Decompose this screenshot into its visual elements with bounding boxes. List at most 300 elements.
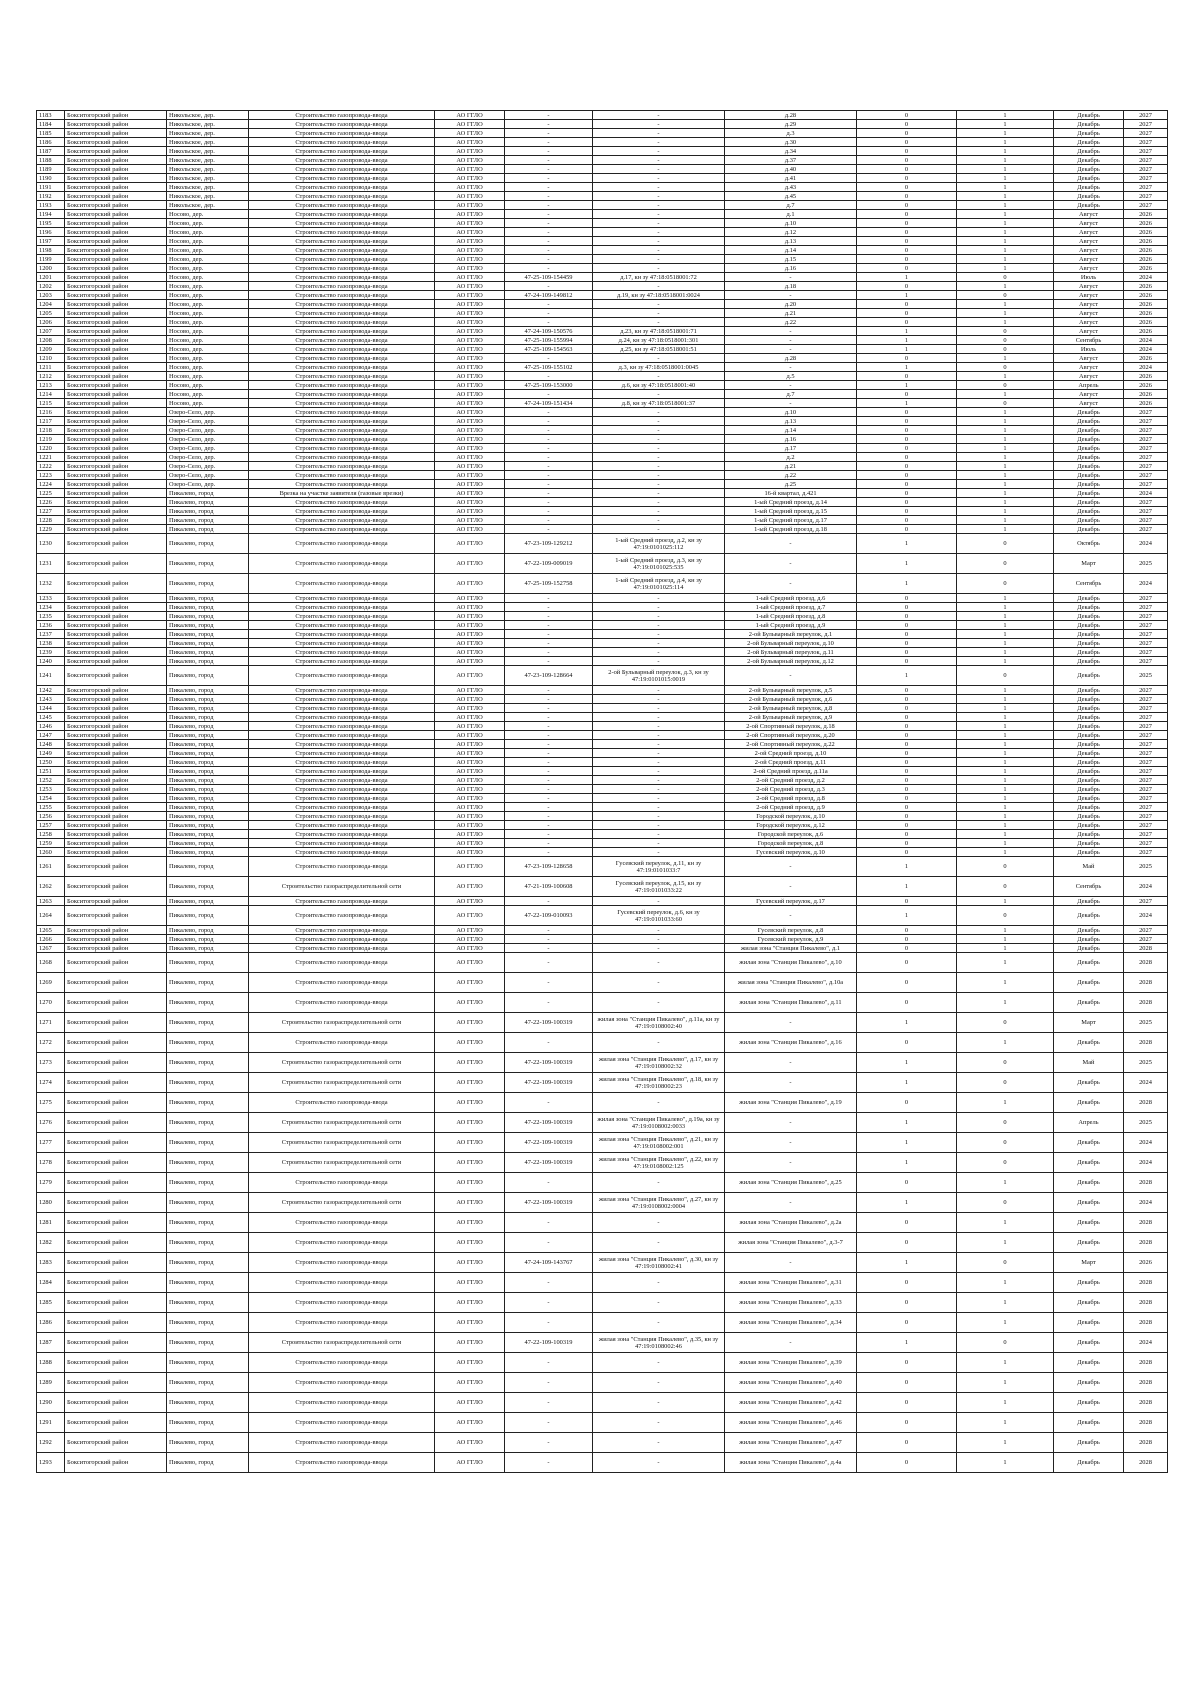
address-cell: 1-ый Средний проезд, д.9 bbox=[725, 621, 857, 630]
application-number-cell: - bbox=[505, 973, 593, 993]
address-cell: - bbox=[725, 327, 857, 336]
year-cell: 2027 bbox=[1124, 174, 1168, 183]
table-row bbox=[37, 354, 1168, 363]
row-number-cell: 1208 bbox=[37, 336, 65, 345]
application-number-cell: - bbox=[505, 776, 593, 785]
year-cell: 2026 bbox=[1124, 300, 1168, 309]
month-cell: Декабрь bbox=[1054, 1273, 1124, 1293]
year-cell: 2026 bbox=[1124, 228, 1168, 237]
count-a-cell: 0 bbox=[857, 731, 957, 740]
count-a-cell: 1 bbox=[857, 345, 957, 354]
year-cell: 2026 bbox=[1124, 264, 1168, 273]
organization-cell: АО ГГЛО bbox=[435, 534, 505, 554]
month-cell: Сентябрь bbox=[1054, 336, 1124, 345]
address-cell: 2-ой Средний проезд, д.11а bbox=[725, 767, 857, 776]
month-cell: Апрель bbox=[1054, 1113, 1124, 1133]
year-cell: 2027 bbox=[1124, 722, 1168, 731]
row-number-cell: 1260 bbox=[37, 848, 65, 857]
application-number-cell: - bbox=[505, 111, 593, 120]
count-b-cell: 1 bbox=[957, 480, 1054, 489]
row-number-cell: 1234 bbox=[37, 603, 65, 612]
year-cell: 2027 bbox=[1124, 111, 1168, 120]
address-cell: д.13 bbox=[725, 417, 857, 426]
work-type-cell: Строительство газопровода-ввода bbox=[249, 1373, 435, 1393]
work-type-cell: Строительство газопровода-ввода bbox=[249, 944, 435, 953]
organization-cell: АО ГГЛО bbox=[435, 1113, 505, 1133]
work-type-cell: Строительство газораспределительной сети bbox=[249, 1153, 435, 1173]
year-cell: 2028 bbox=[1124, 1413, 1168, 1433]
organization-cell: АО ГГЛО bbox=[435, 704, 505, 713]
organization-cell: АО ГГЛО bbox=[435, 192, 505, 201]
district-cell: Бокситогорский район bbox=[65, 906, 167, 926]
application-number-cell: - bbox=[505, 731, 593, 740]
month-cell: Декабрь bbox=[1054, 462, 1124, 471]
count-b-cell: 1 bbox=[957, 498, 1054, 507]
address-cell: д.30 bbox=[725, 138, 857, 147]
table-row bbox=[37, 621, 1168, 630]
year-cell: 2027 bbox=[1124, 147, 1168, 156]
district-cell: Бокситогорский район bbox=[65, 666, 167, 686]
address-cell: 2-ой Средний проезд, д.2 bbox=[725, 776, 857, 785]
count-a-cell: 1 bbox=[857, 336, 957, 345]
settlement-cell: Пикалево, город bbox=[167, 1133, 249, 1153]
month-cell: Август bbox=[1054, 363, 1124, 372]
work-type-cell: Строительство газопровода-ввода bbox=[249, 381, 435, 390]
address-with-cadastral-cell: - bbox=[593, 594, 725, 603]
district-cell: Бокситогорский район bbox=[65, 318, 167, 327]
month-cell: Май bbox=[1054, 1053, 1124, 1073]
month-cell: Декабрь bbox=[1054, 1093, 1124, 1113]
settlement-cell: Пикалево, город bbox=[167, 1453, 249, 1473]
table-row bbox=[37, 639, 1168, 648]
row-number-cell: 1264 bbox=[37, 906, 65, 926]
settlement-cell: Пикалево, город bbox=[167, 603, 249, 612]
year-cell: 2027 bbox=[1124, 648, 1168, 657]
address-cell: 2-ой Бульварный переулок, д.10 bbox=[725, 639, 857, 648]
application-number-cell: 47-22-109-100319 bbox=[505, 1133, 593, 1153]
count-b-cell: 0 bbox=[957, 534, 1054, 554]
address-cell: д.43 bbox=[725, 183, 857, 192]
count-a-cell: 0 bbox=[857, 219, 957, 228]
application-number-cell: - bbox=[505, 246, 593, 255]
application-number-cell: - bbox=[505, 1033, 593, 1053]
application-number-cell: 47-22-109-100319 bbox=[505, 1333, 593, 1353]
table-row bbox=[37, 1093, 1168, 1113]
row-number-cell: 1220 bbox=[37, 444, 65, 453]
application-number-cell: - bbox=[505, 390, 593, 399]
district-cell: Бокситогорский район bbox=[65, 435, 167, 444]
table-row bbox=[37, 489, 1168, 498]
application-number-cell: - bbox=[505, 657, 593, 666]
address-with-cadastral-cell: - bbox=[593, 129, 725, 138]
settlement-cell: Пикалево, город bbox=[167, 906, 249, 926]
organization-cell: АО ГГЛО bbox=[435, 603, 505, 612]
row-number-cell: 1222 bbox=[37, 462, 65, 471]
year-cell: 2028 bbox=[1124, 993, 1168, 1013]
table-row bbox=[37, 648, 1168, 657]
year-cell: 2027 bbox=[1124, 453, 1168, 462]
count-b-cell: 1 bbox=[957, 1293, 1054, 1313]
settlement-cell: Пикалево, город bbox=[167, 594, 249, 603]
year-cell: 2027 bbox=[1124, 897, 1168, 906]
district-cell: Бокситогорский район bbox=[65, 897, 167, 906]
address-cell: д.45 bbox=[725, 192, 857, 201]
district-cell: Бокситогорский район bbox=[65, 1053, 167, 1073]
row-number-cell: 1215 bbox=[37, 399, 65, 408]
address-with-cadastral-cell: - bbox=[593, 1173, 725, 1193]
year-cell: 2026 bbox=[1124, 282, 1168, 291]
application-number-cell: - bbox=[505, 417, 593, 426]
organization-cell: АО ГГЛО bbox=[435, 686, 505, 695]
address-cell: 2-ой Средний проезд, д.8 bbox=[725, 794, 857, 803]
month-cell: Декабрь bbox=[1054, 695, 1124, 704]
year-cell: 2028 bbox=[1124, 944, 1168, 953]
address-with-cadastral-cell: - bbox=[593, 183, 725, 192]
count-b-cell: 1 bbox=[957, 1433, 1054, 1453]
table-row bbox=[37, 926, 1168, 935]
month-cell: Март bbox=[1054, 1253, 1124, 1273]
application-number-cell: - bbox=[505, 1373, 593, 1393]
table-body bbox=[37, 111, 1168, 1473]
district-cell: Бокситогорский район bbox=[65, 713, 167, 722]
organization-cell: АО ГГЛО bbox=[435, 426, 505, 435]
address-cell: д.15 bbox=[725, 255, 857, 264]
district-cell: Бокситогорский район bbox=[65, 1453, 167, 1473]
count-a-cell: 0 bbox=[857, 758, 957, 767]
address-cell: - bbox=[725, 399, 857, 408]
application-number-cell: - bbox=[505, 453, 593, 462]
district-cell: Бокситогорский район bbox=[65, 345, 167, 354]
month-cell: Декабрь bbox=[1054, 749, 1124, 758]
year-cell: 2027 bbox=[1124, 480, 1168, 489]
month-cell: Март bbox=[1054, 554, 1124, 574]
organization-cell: АО ГГЛО bbox=[435, 408, 505, 417]
address-cell: д.21 bbox=[725, 309, 857, 318]
organization-cell: АО ГГЛО bbox=[435, 848, 505, 857]
count-b-cell: 1 bbox=[957, 785, 1054, 794]
application-number-cell: - bbox=[505, 639, 593, 648]
count-b-cell: 1 bbox=[957, 228, 1054, 237]
organization-cell: АО ГГЛО bbox=[435, 740, 505, 749]
settlement-cell: Озеро-Село, дер. bbox=[167, 408, 249, 417]
organization-cell: АО ГГЛО bbox=[435, 228, 505, 237]
district-cell: Бокситогорский район bbox=[65, 1233, 167, 1253]
address-cell: 2-ой Бульварный переулок, д.5 bbox=[725, 686, 857, 695]
district-cell: Бокситогорский район bbox=[65, 255, 167, 264]
settlement-cell: Пикалево, город bbox=[167, 794, 249, 803]
year-cell: 2027 bbox=[1124, 630, 1168, 639]
year-cell: 2024 bbox=[1124, 534, 1168, 554]
year-cell: 2024 bbox=[1124, 336, 1168, 345]
count-a-cell: 0 bbox=[857, 713, 957, 722]
settlement-cell: Носово, дер. bbox=[167, 345, 249, 354]
organization-cell: АО ГГЛО bbox=[435, 926, 505, 935]
settlement-cell: Пикалево, город bbox=[167, 1113, 249, 1133]
work-type-cell: Строительство газопровода-ввода bbox=[249, 713, 435, 722]
table-row bbox=[37, 210, 1168, 219]
settlement-cell: Носово, дер. bbox=[167, 336, 249, 345]
count-b-cell: 1 bbox=[957, 435, 1054, 444]
row-number-cell: 1217 bbox=[37, 417, 65, 426]
district-cell: Бокситогорский район bbox=[65, 1013, 167, 1033]
month-cell: Октябрь bbox=[1054, 534, 1124, 554]
district-cell: Бокситогорский район bbox=[65, 803, 167, 812]
year-cell: 2026 bbox=[1124, 1253, 1168, 1273]
address-cell: 2-ой Бульварный переулок, д.6 bbox=[725, 695, 857, 704]
table-row bbox=[37, 821, 1168, 830]
address-with-cadastral-cell: - bbox=[593, 1273, 725, 1293]
year-cell: 2027 bbox=[1124, 192, 1168, 201]
organization-cell: АО ГГЛО bbox=[435, 165, 505, 174]
organization-cell: АО ГГЛО bbox=[435, 612, 505, 621]
address-with-cadastral-cell: - bbox=[593, 944, 725, 953]
row-number-cell: 1184 bbox=[37, 120, 65, 129]
count-a-cell: 1 bbox=[857, 399, 957, 408]
address-cell: д.22 bbox=[725, 318, 857, 327]
count-a-cell: 0 bbox=[857, 246, 957, 255]
month-cell: Август bbox=[1054, 372, 1124, 381]
district-cell: Бокситогорский район bbox=[65, 603, 167, 612]
application-number-cell: - bbox=[505, 767, 593, 776]
settlement-cell: Никольское, дер. bbox=[167, 201, 249, 210]
count-a-cell: 0 bbox=[857, 507, 957, 516]
count-a-cell: 1 bbox=[857, 877, 957, 897]
settlement-cell: Пикалево, город bbox=[167, 1373, 249, 1393]
month-cell: Декабрь bbox=[1054, 603, 1124, 612]
table-row bbox=[37, 300, 1168, 309]
address-cell: д.16 bbox=[725, 435, 857, 444]
count-b-cell: 1 bbox=[957, 525, 1054, 534]
count-a-cell: 1 bbox=[857, 1193, 957, 1213]
table-row bbox=[37, 120, 1168, 129]
table-row bbox=[37, 453, 1168, 462]
table-row bbox=[37, 848, 1168, 857]
address-cell: - bbox=[725, 574, 857, 594]
address-cell: Гусевский переулок, д.9 bbox=[725, 935, 857, 944]
settlement-cell: Никольское, дер. bbox=[167, 165, 249, 174]
month-cell: Декабрь bbox=[1054, 489, 1124, 498]
organization-cell: АО ГГЛО bbox=[435, 444, 505, 453]
district-cell: Бокситогорский район bbox=[65, 594, 167, 603]
address-with-cadastral-cell: - bbox=[593, 480, 725, 489]
table-row bbox=[37, 830, 1168, 839]
row-number-cell: 1221 bbox=[37, 453, 65, 462]
district-cell: Бокситогорский район bbox=[65, 336, 167, 345]
address-cell: жилая зона "Станция Пикалево", д.46 bbox=[725, 1413, 857, 1433]
work-type-cell: Строительство газопровода-ввода bbox=[249, 1393, 435, 1413]
district-cell: Бокситогорский район bbox=[65, 426, 167, 435]
count-b-cell: 0 bbox=[957, 1193, 1054, 1213]
settlement-cell: Никольское, дер. bbox=[167, 111, 249, 120]
address-cell: жилая зона "Станция Пикалево", д.25 bbox=[725, 1173, 857, 1193]
count-b-cell: 1 bbox=[957, 462, 1054, 471]
settlement-cell: Никольское, дер. bbox=[167, 174, 249, 183]
count-b-cell: 1 bbox=[957, 219, 1054, 228]
settlement-cell: Носово, дер. bbox=[167, 300, 249, 309]
year-cell: 2027 bbox=[1124, 621, 1168, 630]
settlement-cell: Пикалево, город bbox=[167, 1033, 249, 1053]
row-number-cell: 1266 bbox=[37, 935, 65, 944]
row-number-cell: 1249 bbox=[37, 749, 65, 758]
address-cell: - bbox=[725, 1113, 857, 1133]
application-number-cell: - bbox=[505, 480, 593, 489]
month-cell: Декабрь bbox=[1054, 201, 1124, 210]
count-a-cell: 0 bbox=[857, 453, 957, 462]
count-b-cell: 1 bbox=[957, 621, 1054, 630]
work-type-cell: Строительство газопровода-ввода bbox=[249, 603, 435, 612]
address-cell: д.10 bbox=[725, 219, 857, 228]
month-cell: Декабрь bbox=[1054, 731, 1124, 740]
table-row bbox=[37, 1033, 1168, 1053]
count-a-cell: 0 bbox=[857, 830, 957, 839]
month-cell: Август bbox=[1054, 282, 1124, 291]
settlement-cell: Пикалево, город bbox=[167, 935, 249, 944]
settlement-cell: Пикалево, город bbox=[167, 749, 249, 758]
month-cell: Декабрь bbox=[1054, 839, 1124, 848]
count-a-cell: 0 bbox=[857, 776, 957, 785]
table-row bbox=[37, 657, 1168, 666]
district-cell: Бокситогорский район bbox=[65, 1333, 167, 1353]
address-with-cadastral-cell: - bbox=[593, 612, 725, 621]
application-number-cell: - bbox=[505, 264, 593, 273]
table-row bbox=[37, 264, 1168, 273]
row-number-cell: 1187 bbox=[37, 147, 65, 156]
count-b-cell: 1 bbox=[957, 417, 1054, 426]
row-number-cell: 1229 bbox=[37, 525, 65, 534]
settlement-cell: Пикалево, город bbox=[167, 776, 249, 785]
row-number-cell: 1247 bbox=[37, 731, 65, 740]
address-cell: жилая зона "Станция Пикалево", д.1 bbox=[725, 944, 857, 953]
address-with-cadastral-cell: - bbox=[593, 839, 725, 848]
address-with-cadastral-cell: - bbox=[593, 111, 725, 120]
address-cell: д.3 bbox=[725, 129, 857, 138]
year-cell: 2027 bbox=[1124, 426, 1168, 435]
settlement-cell: Пикалево, город bbox=[167, 1293, 249, 1313]
application-number-cell: 47-21-109-100608 bbox=[505, 877, 593, 897]
row-number-cell: 1288 bbox=[37, 1353, 65, 1373]
application-number-cell: - bbox=[505, 1093, 593, 1113]
organization-cell: АО ГГЛО bbox=[435, 731, 505, 740]
district-cell: Бокситогорский район bbox=[65, 111, 167, 120]
application-number-cell: - bbox=[505, 612, 593, 621]
year-cell: 2025 bbox=[1124, 1113, 1168, 1133]
count-b-cell: 1 bbox=[957, 1033, 1054, 1053]
organization-cell: АО ГГЛО bbox=[435, 944, 505, 953]
organization-cell: АО ГГЛО bbox=[435, 471, 505, 480]
count-a-cell: 0 bbox=[857, 192, 957, 201]
district-cell: Бокситогорский район bbox=[65, 237, 167, 246]
work-type-cell: Строительство газопровода-ввода bbox=[249, 686, 435, 695]
month-cell: Декабрь bbox=[1054, 1433, 1124, 1453]
table-row bbox=[37, 516, 1168, 525]
table-row bbox=[37, 1413, 1168, 1433]
application-number-cell: - bbox=[505, 1453, 593, 1473]
count-a-cell: 0 bbox=[857, 264, 957, 273]
settlement-cell: Пикалево, город bbox=[167, 1173, 249, 1193]
address-with-cadastral-cell: жилая зона "Станция Пикалево", д.17, кн зу 47:19:0108002:32 bbox=[593, 1053, 725, 1073]
address-cell: д.40 bbox=[725, 165, 857, 174]
count-a-cell: 0 bbox=[857, 722, 957, 731]
row-number-cell: 1268 bbox=[37, 953, 65, 973]
work-type-cell: Строительство газопровода-ввода bbox=[249, 201, 435, 210]
count-b-cell: 0 bbox=[957, 574, 1054, 594]
district-cell: Бокситогорский район bbox=[65, 993, 167, 1013]
settlement-cell: Носово, дер. bbox=[167, 246, 249, 255]
month-cell: Декабрь bbox=[1054, 935, 1124, 944]
application-number-cell: - bbox=[505, 219, 593, 228]
district-cell: Бокситогорский район bbox=[65, 1153, 167, 1173]
application-number-cell: - bbox=[505, 953, 593, 973]
organization-cell: АО ГГЛО bbox=[435, 246, 505, 255]
organization-cell: АО ГГЛО bbox=[435, 489, 505, 498]
count-b-cell: 1 bbox=[957, 192, 1054, 201]
row-number-cell: 1271 bbox=[37, 1013, 65, 1033]
count-b-cell: 1 bbox=[957, 926, 1054, 935]
settlement-cell: Пикалево, город bbox=[167, 686, 249, 695]
count-a-cell: 0 bbox=[857, 1413, 957, 1433]
count-b-cell: 1 bbox=[957, 309, 1054, 318]
application-number-cell: 47-25-109-155994 bbox=[505, 336, 593, 345]
count-a-cell: 0 bbox=[857, 812, 957, 821]
address-with-cadastral-cell: - bbox=[593, 417, 725, 426]
table-row bbox=[37, 462, 1168, 471]
district-cell: Бокситогорский район bbox=[65, 210, 167, 219]
work-type-cell: Строительство газопровода-ввода bbox=[249, 993, 435, 1013]
count-a-cell: 0 bbox=[857, 695, 957, 704]
month-cell: Декабрь bbox=[1054, 1353, 1124, 1373]
count-b-cell: 1 bbox=[957, 165, 1054, 174]
address-with-cadastral-cell: д.8, кн зу 47:18:0518001:37 bbox=[593, 399, 725, 408]
row-number-cell: 1202 bbox=[37, 282, 65, 291]
count-b-cell: 1 bbox=[957, 138, 1054, 147]
settlement-cell: Пикалево, город bbox=[167, 1273, 249, 1293]
month-cell: Декабрь bbox=[1054, 1453, 1124, 1473]
year-cell: 2026 bbox=[1124, 399, 1168, 408]
address-with-cadastral-cell: - bbox=[593, 219, 725, 228]
settlement-cell: Пикалево, город bbox=[167, 657, 249, 666]
year-cell: 2025 bbox=[1124, 1053, 1168, 1073]
settlement-cell: Пикалево, город bbox=[167, 639, 249, 648]
month-cell: Август bbox=[1054, 210, 1124, 219]
table-row bbox=[37, 390, 1168, 399]
address-with-cadastral-cell: - bbox=[593, 695, 725, 704]
work-type-cell: Строительство газопровода-ввода bbox=[249, 767, 435, 776]
address-cell: - bbox=[725, 877, 857, 897]
year-cell: 2027 bbox=[1124, 417, 1168, 426]
month-cell: Декабрь bbox=[1054, 1313, 1124, 1333]
address-cell: д.16 bbox=[725, 264, 857, 273]
count-b-cell: 1 bbox=[957, 1353, 1054, 1373]
organization-cell: АО ГГЛО bbox=[435, 309, 505, 318]
month-cell: Декабрь bbox=[1054, 666, 1124, 686]
count-b-cell: 1 bbox=[957, 237, 1054, 246]
work-type-cell: Врезка на участке заявителя (газовые врезки) bbox=[249, 489, 435, 498]
work-type-cell: Строительство газопровода-ввода bbox=[249, 803, 435, 812]
district-cell: Бокситогорский район bbox=[65, 372, 167, 381]
table-row bbox=[37, 408, 1168, 417]
organization-cell: АО ГГЛО bbox=[435, 156, 505, 165]
district-cell: Бокситогорский район bbox=[65, 639, 167, 648]
count-a-cell: 0 bbox=[857, 318, 957, 327]
address-cell: - bbox=[725, 345, 857, 354]
organization-cell: АО ГГЛО bbox=[435, 435, 505, 444]
settlement-cell: Никольское, дер. bbox=[167, 138, 249, 147]
work-type-cell: Строительство газораспределительной сети bbox=[249, 877, 435, 897]
row-number-cell: 1280 bbox=[37, 1193, 65, 1213]
settlement-cell: Никольское, дер. bbox=[167, 156, 249, 165]
year-cell: 2025 bbox=[1124, 666, 1168, 686]
address-with-cadastral-cell: д.19, кн зу 47:18:0518001:0024 bbox=[593, 291, 725, 300]
